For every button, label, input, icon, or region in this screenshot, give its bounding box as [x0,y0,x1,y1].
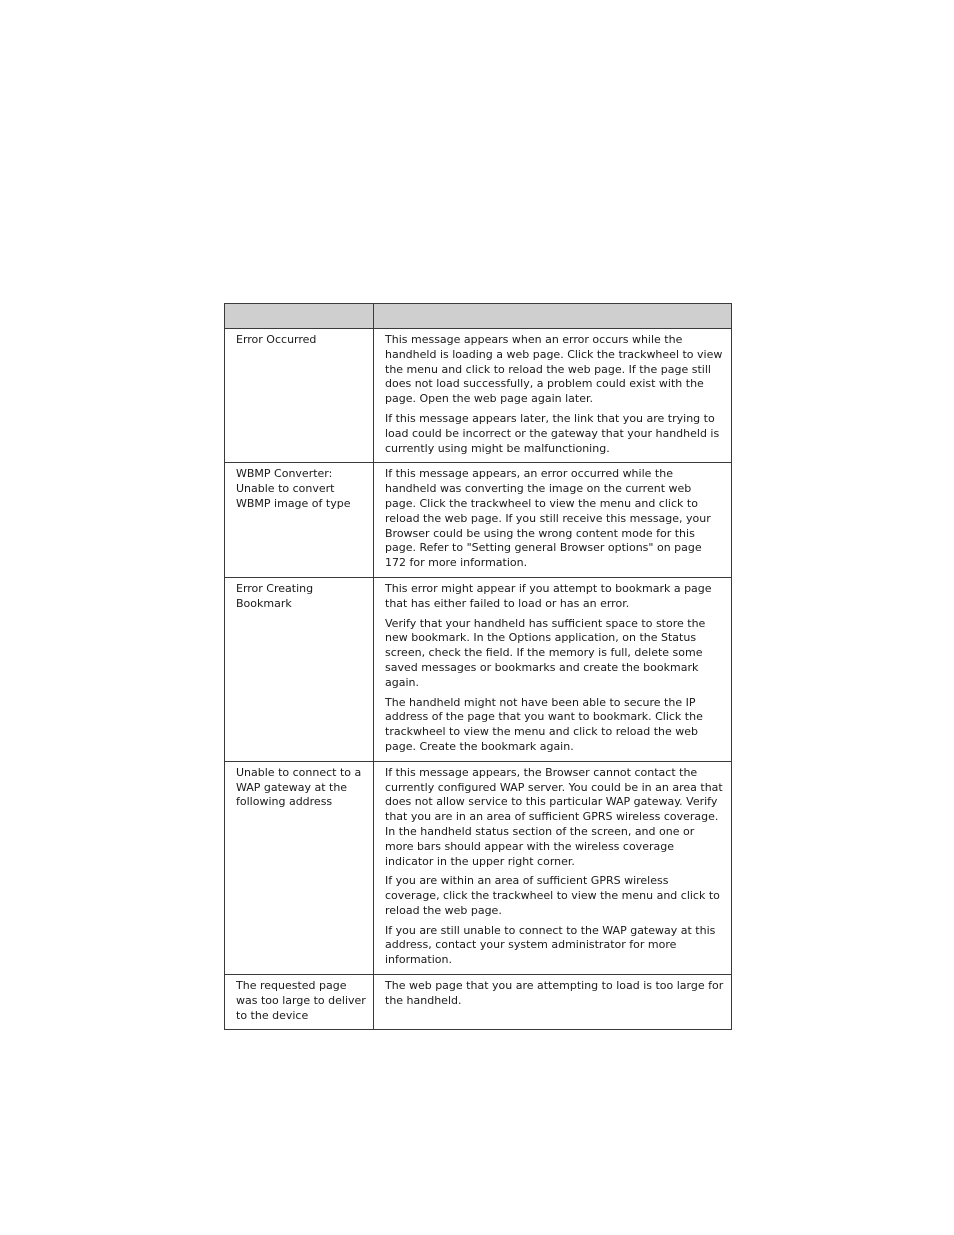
description-paragraph: If this message appears, the Browser cannot contact the currently configured WAP server. You could be in an area that does not allow service to this particular WAP gateway. Verify that you are in an area of sufficient GPRS wireless coverage. In the handheld status section of the screen, and one or more bars should appear with the wireless coverage indicator in the upper right corner. [385,765,723,868]
error-message-cell: Unable to connect to a WAP gateway at the following address [225,761,374,974]
error-description-cell [374,463,732,578]
table-row [225,329,732,463]
description-paragraph: The web page that you are attempting to load is too large for the handheld. [385,979,724,1007]
description-paragraph: This message appears when an error occurs while the handheld is loading a web page. Click the trackwheel to view the menu and click to reload the web page. If the page still does not load successfully, a problem could exist with the page. Open the web page again later. [385,333,723,406]
error-description-cell [374,329,732,463]
description-paragraph: Verify that your handheld has sufficient space to store the new bookmark. In the Options application, on the Status screen, check the field. If the memory is full, delete some saved messages or bookmarks and create the bookmark again. [385,616,706,689]
table-row [225,975,732,1030]
error-message-cell: The requested page was too large to deliver to the device [225,975,374,1030]
error-message-cell: Error Creating Bookmark [225,577,374,761]
description-paragraph: The handheld might not have been able to secure the IP address of the page that you want to bookmark. Click the trackwheel to view the menu and click to reload the web page. Create the bookmark again. [385,695,703,753]
error-message-cell: Error Occurred [225,329,374,463]
error-message-cell: WBMP Converter: Unable to convert WBMP image of type [225,463,374,578]
table-row [225,463,732,578]
table-header-row [225,304,732,329]
description-paragraph: If you are within an area of sufficient GPRS wireless coverage, click the trackwheel to view the menu and click to reload the web page. [385,874,720,917]
error-description-cell [374,761,732,974]
table-row [225,577,732,761]
error-description-cell [374,577,732,761]
description-paragraph: If this message appears, an error occurred while the handheld was converting the image on the current web page. Click the trackwheel to view the menu and click to reload the web page. If you still receive this message, your Browser could be using the wrong content mode for this page. Refer to "Setting general Browser options" on page 172 for more information. [385,467,711,570]
header-description-column [374,304,732,329]
error-messages-table [224,303,732,1030]
table-row [225,761,732,974]
description-paragraph: If you are still unable to connect to the WAP gateway at this address, contact your system administrator for more information. [385,923,716,967]
error-description-cell [374,975,732,1030]
header-message-column [225,304,374,329]
description-paragraph: If this message appears later, the link that you are trying to load could be incorrect or the gateway that your handheld is currently using might be malfunctioning. [385,411,720,455]
description-paragraph: This error might appear if you attempt to bookmark a page that has either failed to load or has an error. [385,581,712,610]
